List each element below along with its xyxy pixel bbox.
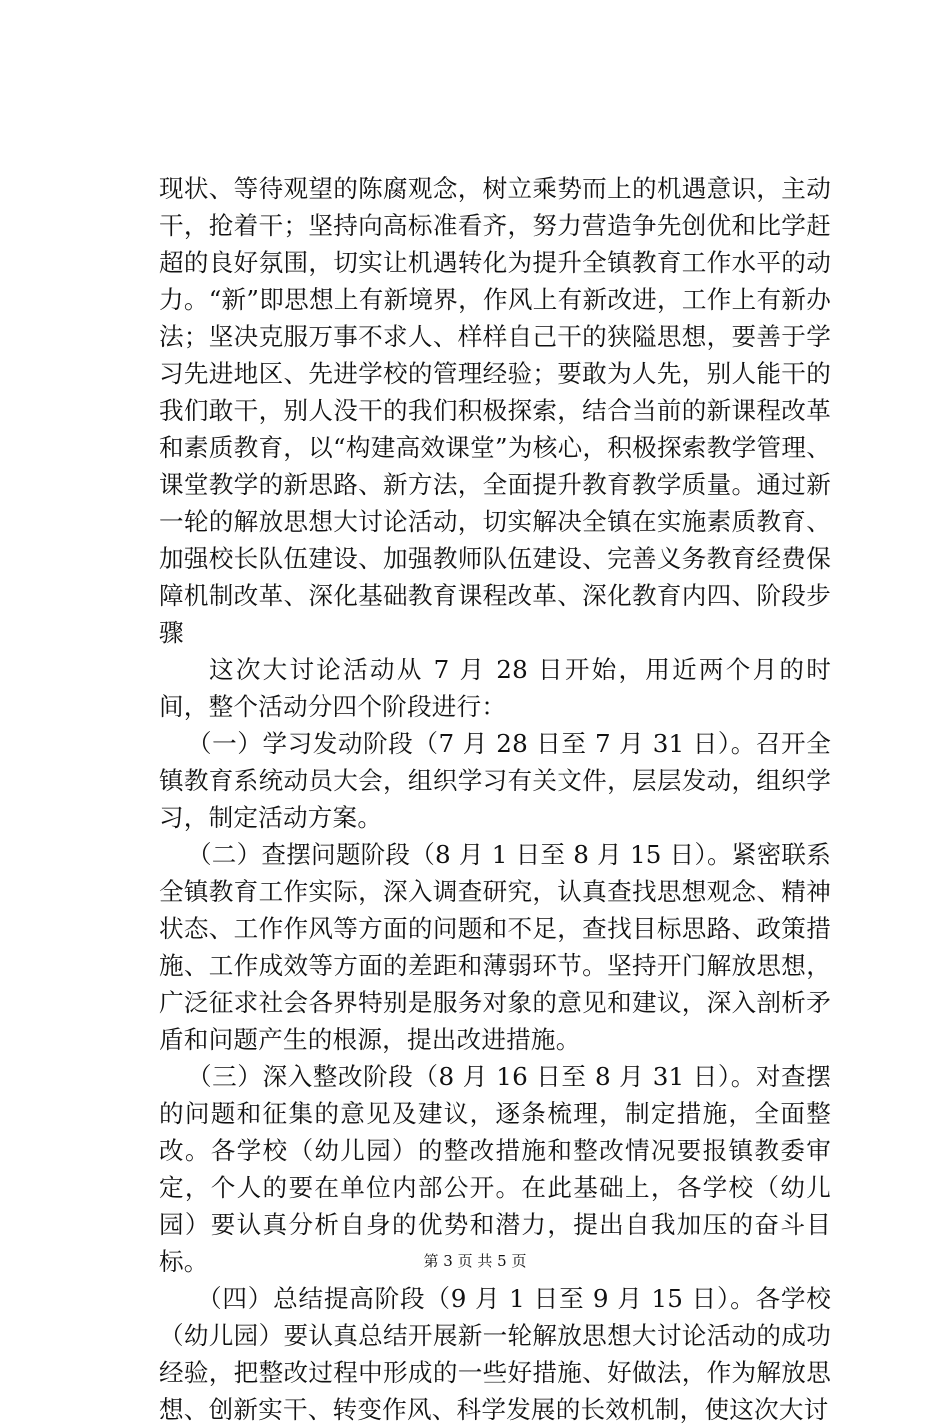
paragraph-stage-one: （一）学习发动阶段（7 月 28 日至 7 月 31 日）。召开全镇教育系统动员大会，组织学习有关文件，层层发动，组织学习，制定活动方案。 — [159, 729, 831, 832]
document-body — [159, 170, 831, 1428]
page-number-footer: 第 3 页 共 5 页 — [423, 1252, 527, 1270]
paragraph-stage-four: （四）总结提高阶段（9 月 1 日至 9 月 15 日）。各学校（幼儿园）要认真总结开展新一轮解放思想大讨论活动的成功经验，把整改过程中形成的一些好措施、好做法，作为解放思想、创新实干、转变作风、科学发展的长效机制，使这次大讨 — [159, 1284, 831, 1424]
paragraph-stage-two: （二）查摆问题阶段（8 月 1 日至 8 月 15 日）。紧密联系全镇教育工作实际，深入调查研究，认真查找思想观念、精神状态、工作作风等方面的问题和不足，查找目标思路、政策措施、工作成效等方面的差距和薄弱环节。坚持开门解放思想，广泛征求社会各界特别是服务对象的意见和建议，深入剖析矛盾和问题产生的根源，提出改进措施。 — [159, 840, 831, 1054]
paragraph-schedule-intro: 这次大讨论活动从 7 月 28 日开始，用近两个月的时间，整个活动分四个阶段进行： — [159, 655, 831, 721]
paragraph-stage-three: （三）深入整改阶段（8 月 16 日至 8 月 31 日）。对查摆的问题和征集的意见及建议，逐条梳理，制定措施，全面整改。各学校（幼儿园）的整改措施和整改情况要报镇教委审定，个人的要在单位内部公开。在此基础上，各学校（幼儿园）要认真分析自身的优势和潜力，提出自我加压的奋斗目标。 — [159, 1062, 831, 1276]
paragraph-continuation: 现状、等待观望的陈腐观念，树立乘势而上的机遇意识，主动干，抢着干；坚持向高标准看齐，努力营造争先创优和比学赶超的良好氛围，切实让机遇转化为提升全镇教育工作水平的动力。“新”即思想上有新境界，作风上有新改进，工作上有新办法；坚决克服万事不求人、样样自己干的狭隘思想，要善于学习先进地区、先进学校的管理经验；要敢为人先，别人能干的我们敢干，别人没干的我们积极探索，结合当前的新课程改革和素质教育，以“构建高效课堂”为核心，积极探索教学管理、课堂教学的新思路、新方法，全面提升教育教学质量。通过新一轮的解放思想大讨论活动，切实解决全镇在实施素质教育、加强校长队伍建设、加强教师队伍建设、完善义务教育经费保障机制改革、深化基础教育课程改革、深化教育内四、阶段步骤 — [159, 174, 831, 647]
